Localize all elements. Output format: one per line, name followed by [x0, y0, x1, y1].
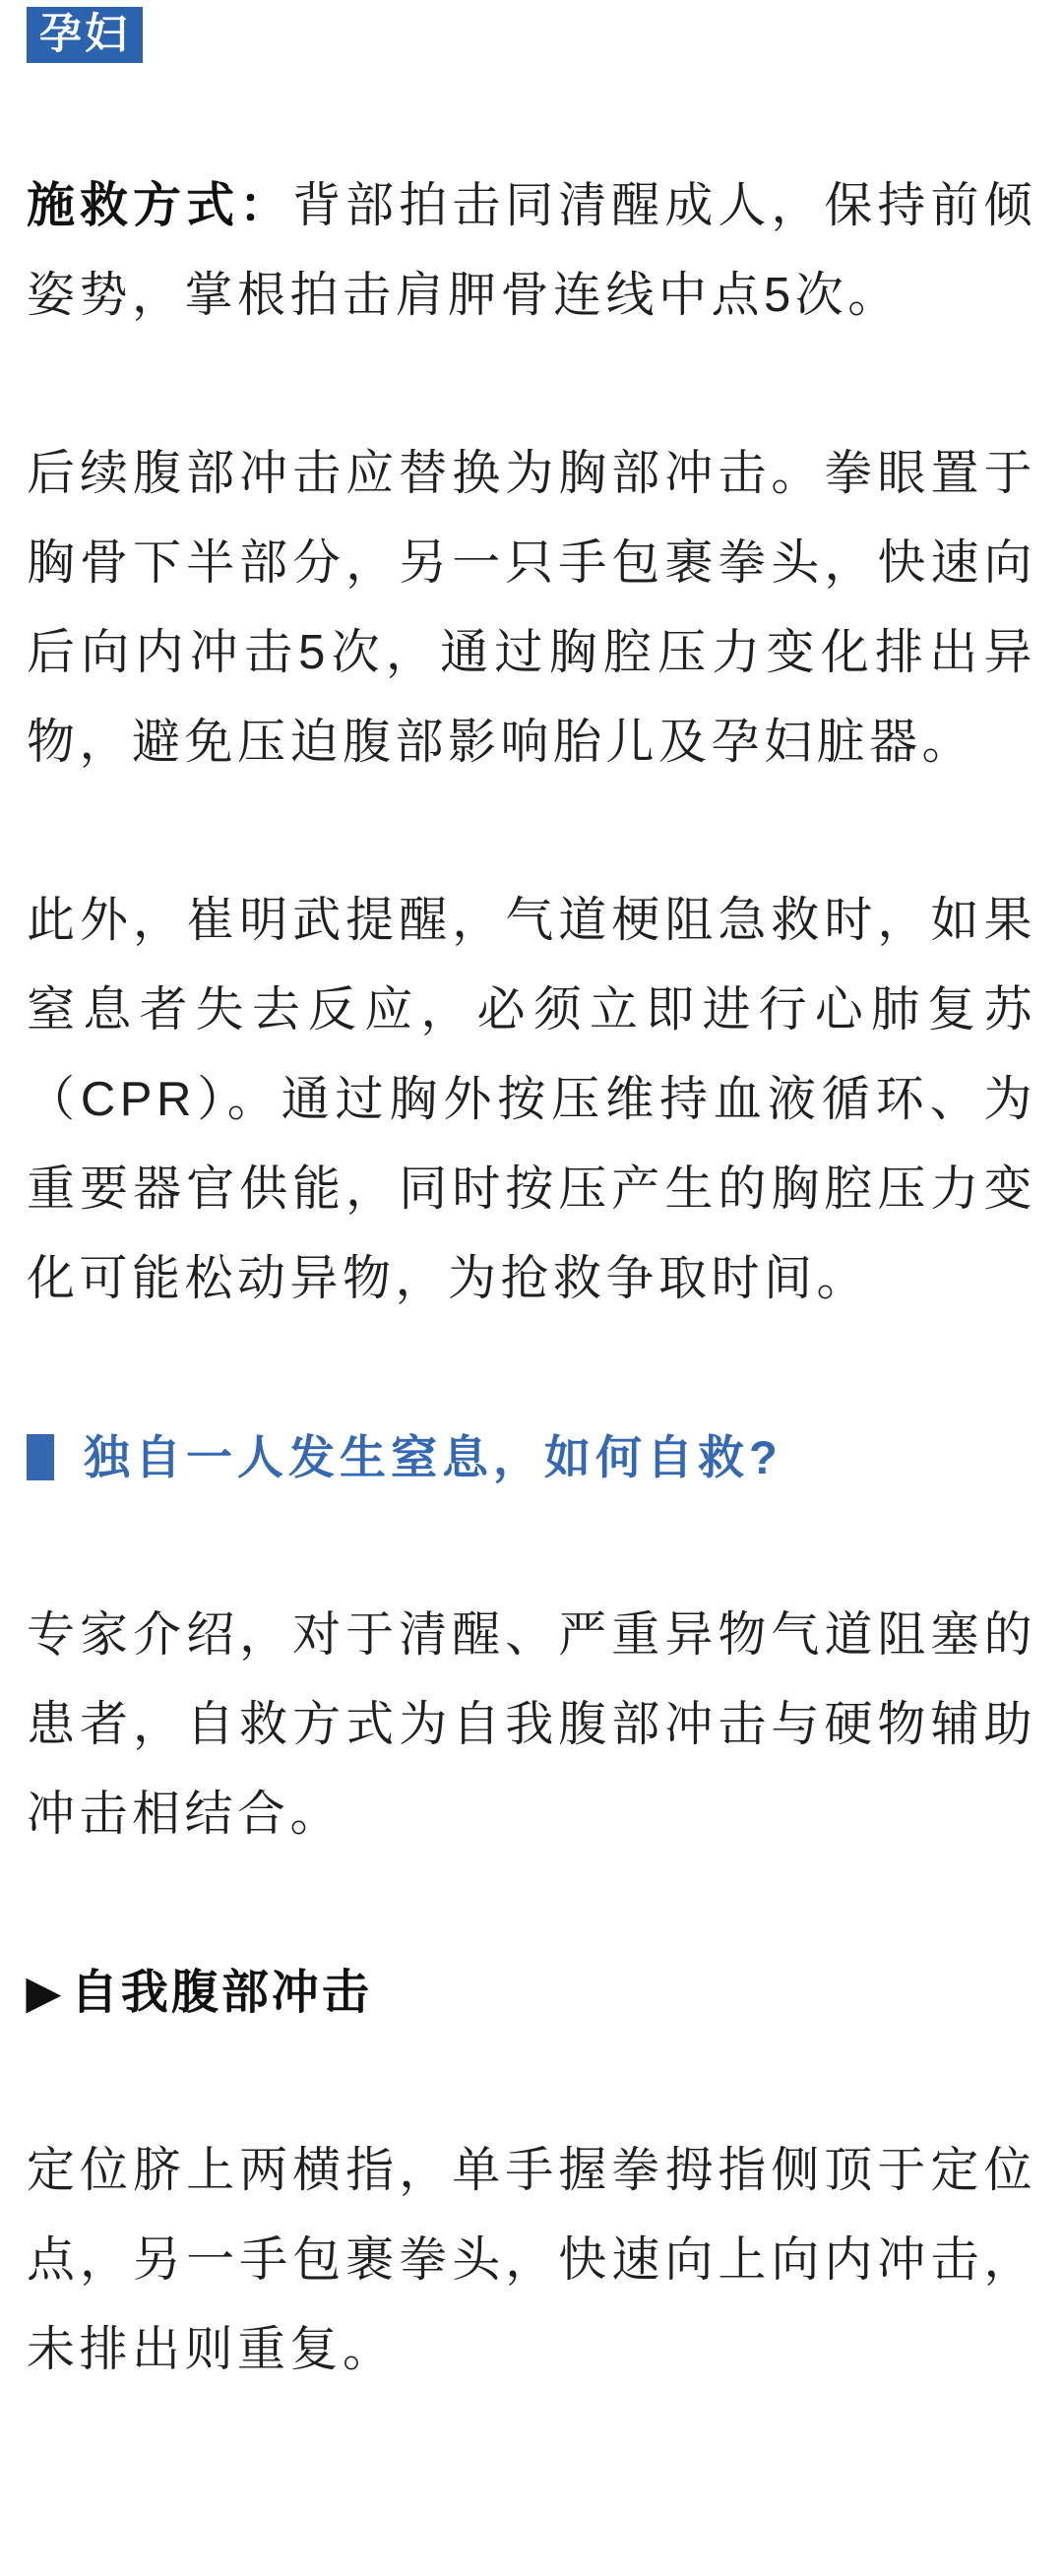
category-badge-pregnant-woman: 孕妇: [27, 7, 143, 63]
section-heading-self-rescue-text: 独自一人发生窒息，如何自救?: [84, 1431, 782, 1483]
subheading-self-abdominal-thrust-text: 自我腹部冲击: [70, 1967, 372, 2019]
paragraph-rescue-method-text: 背部拍击同清醒成人，保持前倾姿势，掌根拍击肩胛骨连线中点5次。: [27, 179, 1036, 322]
triangle-bullet-icon: ▶: [27, 1969, 63, 2017]
subheading-self-abdominal-thrust: [27, 1948, 1036, 2038]
paragraph-cpr-reminder: 此外，崔明武提醒，气道梗阻急救时，如果窒息者失去反应，必须立即进行心肺复苏（CPR）。通过胸外按压维持血液循环、为重要器官供能，同时按压产生的胸腔压力变化可能松动异物，为抢救争取时间。: [27, 894, 1036, 1305]
section-heading-self-rescue: [27, 1413, 1036, 1502]
paragraph-expert-intro: 专家介绍，对于清醒、严重异物气道阻塞的患者，自救方式为自我腹部冲击与硬物辅助冲击相结合。: [27, 1608, 1036, 1841]
badge-row: [27, 7, 1036, 63]
paragraph-rescue-method: [27, 161, 1036, 341]
blue-square-bullet-icon: [27, 1434, 54, 1480]
paragraph-chest-thrust: 后续腹部冲击应替换为胸部冲击。拳眼置于胸骨下半部分，另一只手包裹拳头，快速向后向内冲击5次，通过胸腔压力变化排出异物，避免压迫腹部影响胎儿及孕妇脏器。: [27, 447, 1036, 769]
paragraph-self-thrust-steps: 定位脐上两横指，单手握拳拇指侧顶于定位点，另一手包裹拳头，快速向上向内冲击，未排出则重复。: [27, 2144, 1036, 2376]
paragraph-lead-label: 施救方式：: [27, 179, 293, 232]
